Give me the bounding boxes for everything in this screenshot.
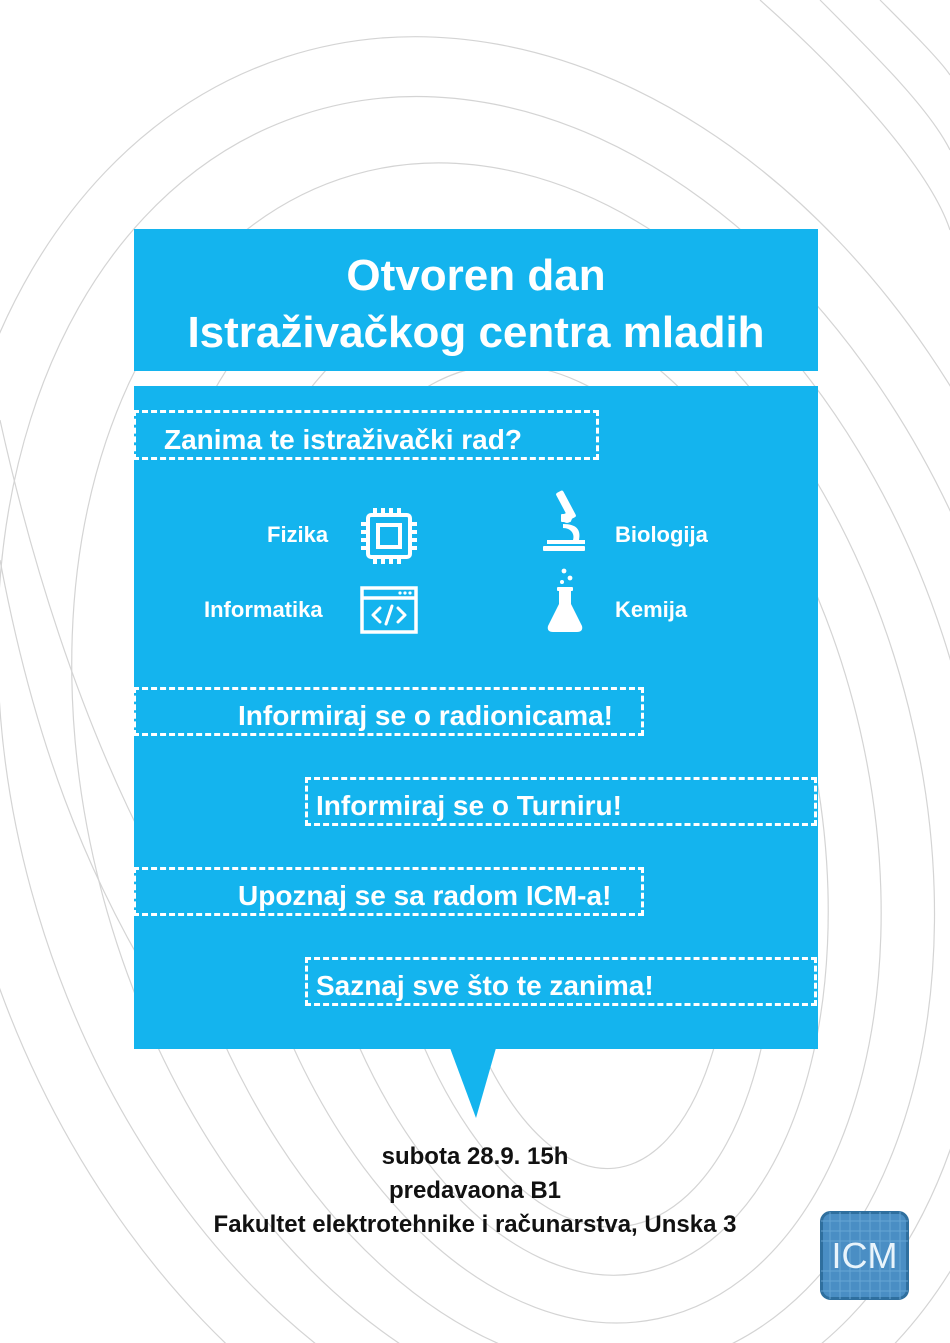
callout-about-icm [133,867,644,916]
subject-fizika: Fizika [267,522,329,547]
code-window-icon [360,586,418,634]
cpu-chip-icon [359,506,419,566]
event-location: Fakultet elektrotehnike i računarstva, Unska 3 [213,1211,737,1238]
subject-biologija: Biologija [615,522,708,547]
icm-logo-text: ICM [831,1235,898,1276]
microscope-icon [541,488,587,552]
subject-informatika: Informatika [204,597,323,622]
callout-about-icm-text: Upoznaj se sa radom ICM-a! [238,880,612,911]
flask-icon [545,568,585,634]
callout-tournament-text: Informiraj se o Turniru! [316,790,622,821]
bubble-pointer [450,1048,500,1120]
event-info [0,1142,950,1242]
title-line-1: Otvoren dan [346,251,606,300]
callout-learn-everything-text: Saznaj sve što te zanima! [316,970,654,1001]
title-banner [134,229,818,371]
callout-workshops-text: Informiraj se o radionicama! [238,700,613,731]
callout-learn-everything [305,957,817,1006]
icm-logo-icon [820,1211,909,1300]
callout-tournament [305,777,817,826]
event-date-time: subota 28.9. 15h [381,1143,569,1170]
subject-kemija: Kemija [615,597,688,622]
title-line-2: Istraživačkog centra mladih [187,308,765,357]
callout-workshops [133,687,644,736]
question-box [133,410,599,460]
event-room: predavaona B1 [388,1177,562,1204]
question-text: Zanima te istraživački rad? [164,424,522,455]
